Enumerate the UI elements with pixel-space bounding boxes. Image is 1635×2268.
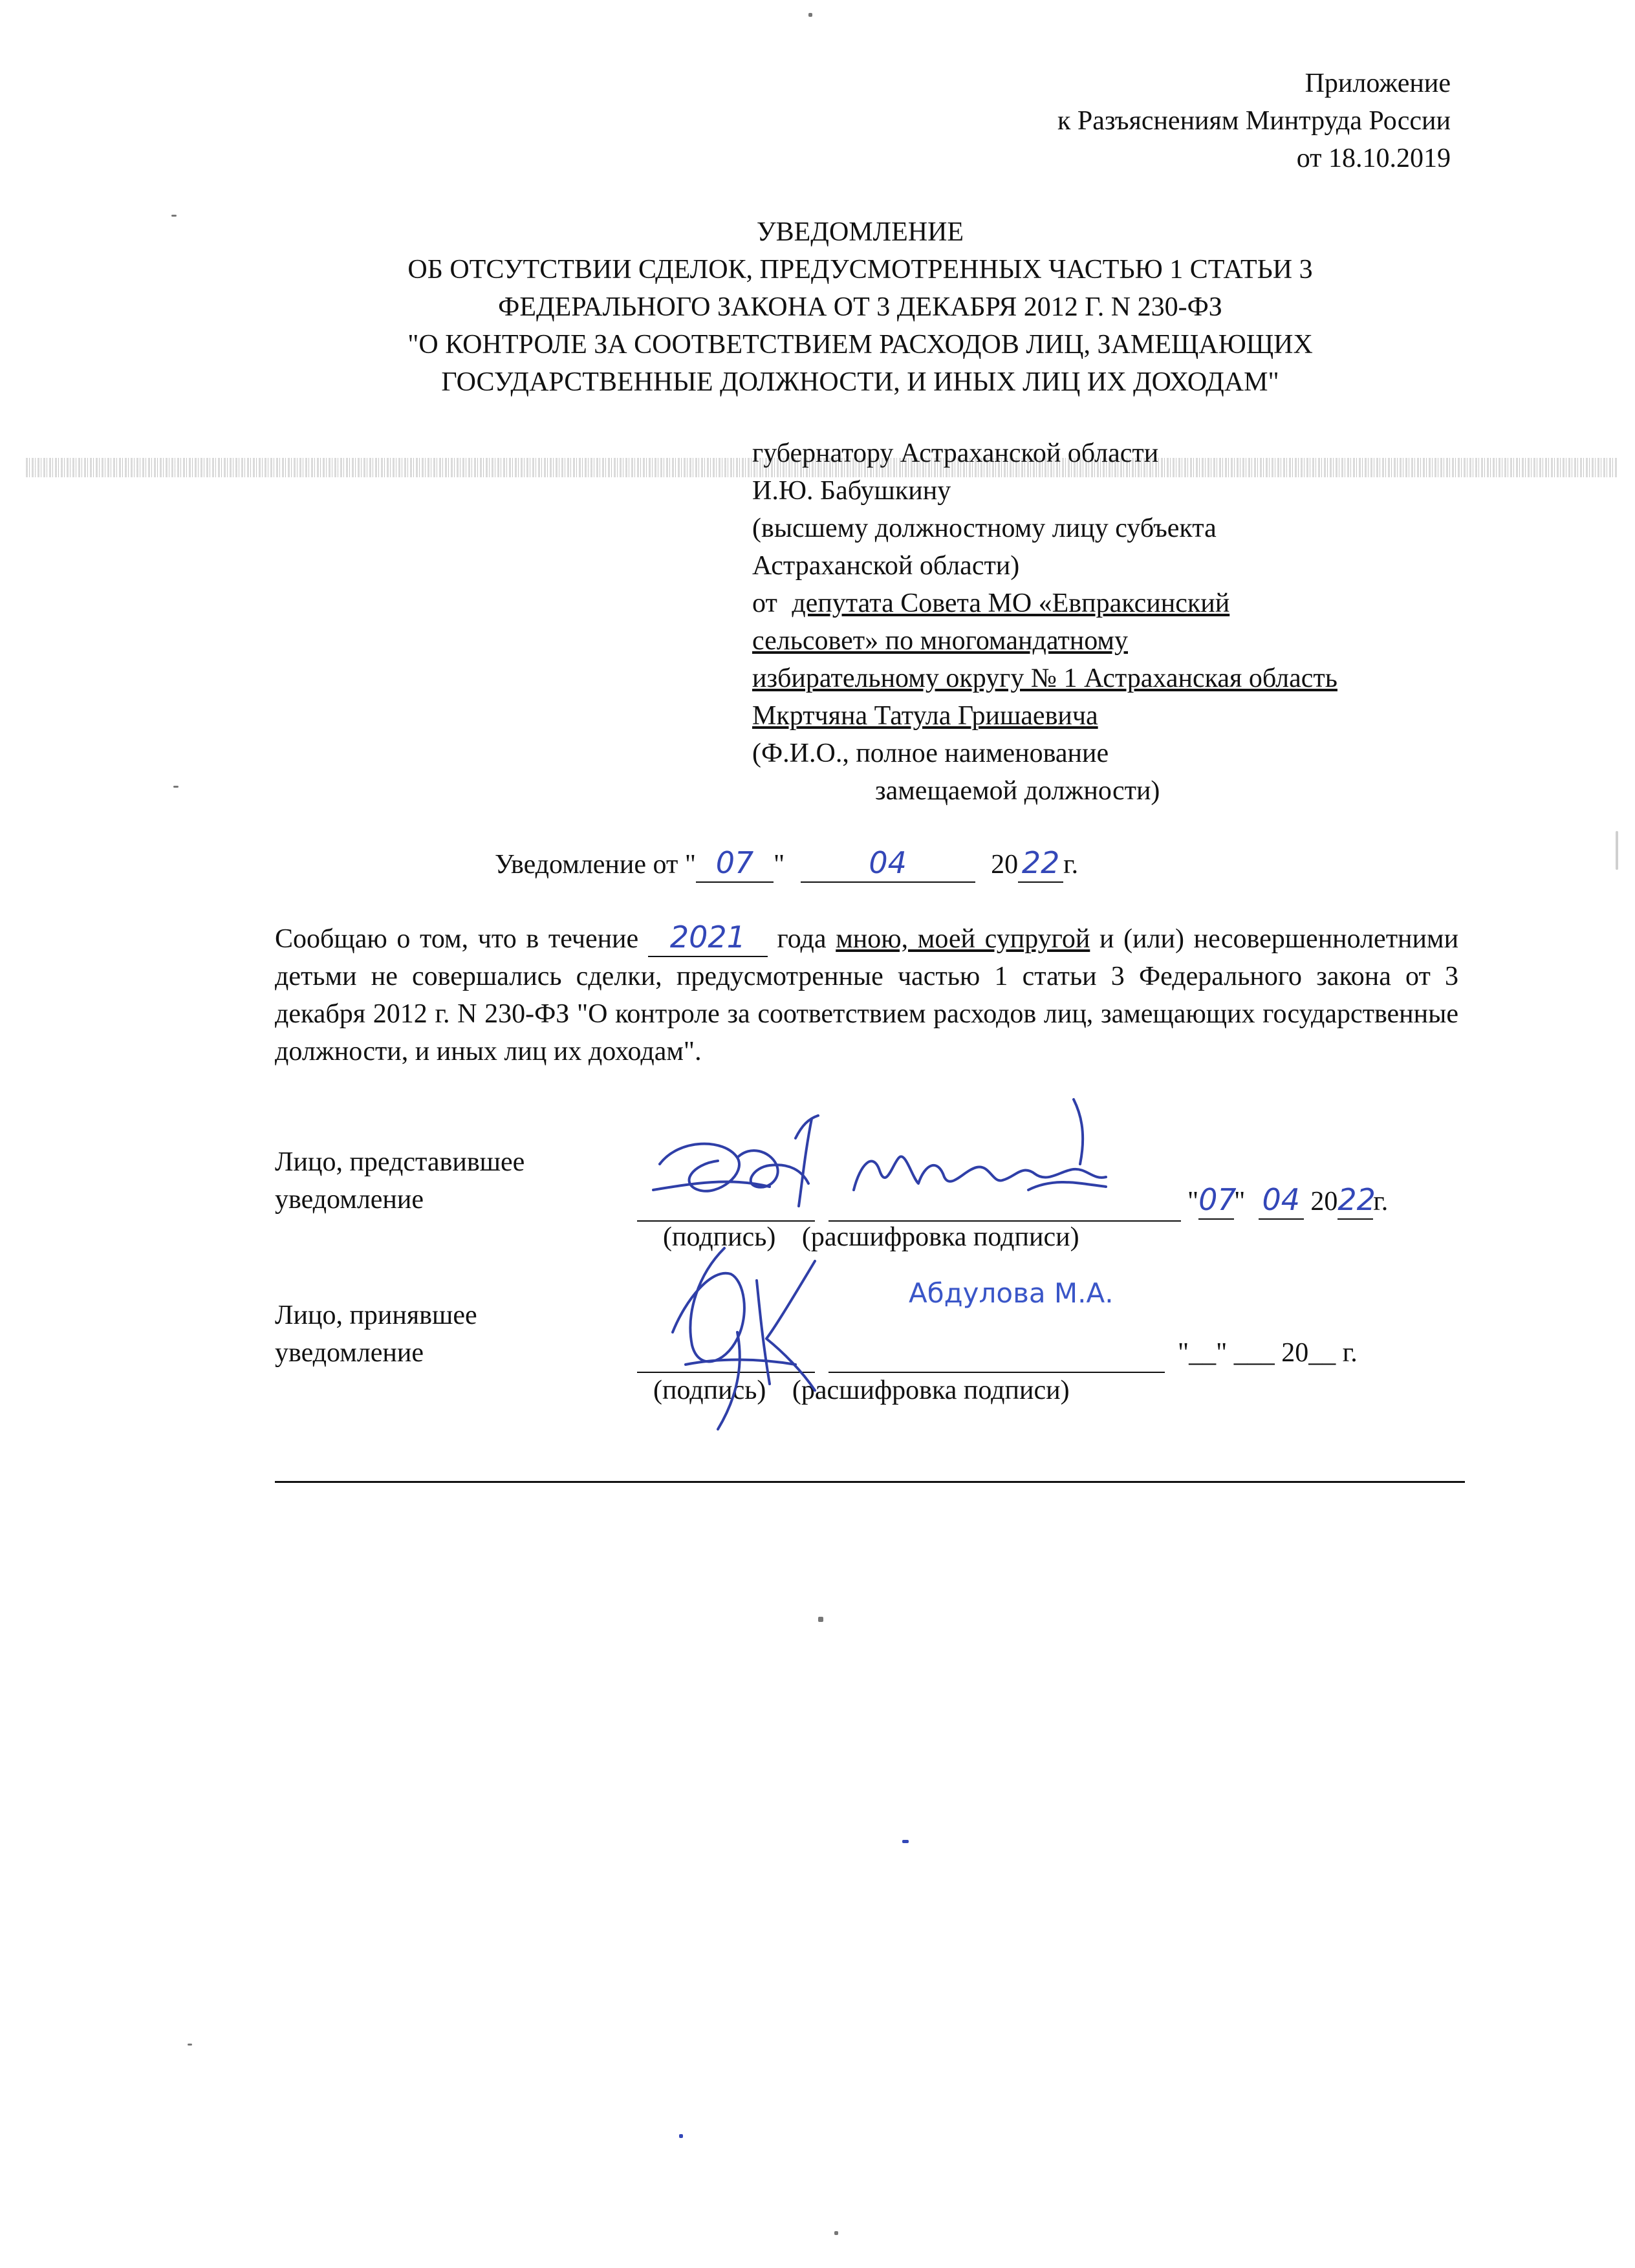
submitter-label-line-1: Лицо, представившее <box>275 1147 525 1177</box>
addressee-caption-1: (Ф.И.О., полное наименование <box>752 739 1109 768</box>
receiver-date-tail: "__" ___ 20__ г. <box>1178 1338 1358 1368</box>
receiver-caption-decode: (расшифровка подписи) <box>792 1376 1070 1405</box>
receiver-label-line-1: Лицо, принявшее <box>275 1301 477 1330</box>
sender-name: Мкртчяна Татула Гришаевича <box>752 701 1098 731</box>
body-part-1: Сообщаю о том, что в течение <box>275 924 639 954</box>
receiver-label <box>275 1297 477 1372</box>
scan-speck <box>1616 831 1618 870</box>
submitter-caption-decode: (расшифровка подписи) <box>801 1222 1079 1252</box>
addressee-line-2: И.Ю. Бабушкину <box>752 476 951 506</box>
date-end: г. <box>1063 850 1079 880</box>
scan-speck <box>188 2044 192 2046</box>
title-line-2: ОБ ОТСУТСТВИИ СДЕЛОК, ПРЕДУСМОТРЕННЫХ ЧАСТЬЮ 1 СТАТЬИ 3 <box>407 255 1313 285</box>
scan-speck <box>808 13 812 17</box>
date-year-prefix: 20 <box>991 850 1019 880</box>
sender-position-line-1: депутата Совета МО «Евпраксинский <box>792 589 1230 618</box>
body-part-3: и (или) несовершеннолетними детьми не совершались сделки, предусмотренные частью 1 статьи 3 Федерального закона от 3 декабря 2012 г. N 230-ФЗ "О контроле за соответствием расходов лиц, замещающих государственные должности, и иных лиц их доходам". <box>275 924 1459 1066</box>
addressee-line-3: (высшему должностному лицу субъекта <box>752 513 1217 543</box>
sender-position-line-3: избирательному округу № 1 Астраханская область <box>752 664 1337 693</box>
date-year-suffix: 22 <box>1018 844 1063 883</box>
submitter-label <box>275 1143 525 1218</box>
date-day: 07 <box>696 844 774 883</box>
notification-date-line <box>495 844 1078 883</box>
submitter-signature-row: "07" 04 2022г. <box>637 1181 1388 1222</box>
bottom-divider <box>275 1481 1465 1483</box>
submitter-caption-sign: (подпись) <box>663 1222 776 1252</box>
receiver-name-stamp: Абдулова М.А. <box>909 1277 1114 1309</box>
addressee-line-4: Астраханской области) <box>752 551 1020 581</box>
scan-speck <box>171 215 177 217</box>
sender-position-line-2: сельсовет» по многомандатному <box>752 626 1128 656</box>
date-mid: " <box>773 850 785 880</box>
receiver-caption-sign: (подпись) <box>653 1376 766 1405</box>
appendix-line-3: от 18.10.2019 <box>1296 144 1451 173</box>
submitter-year-prefix: 20 <box>1310 1187 1338 1216</box>
submitter-month: 04 <box>1259 1181 1304 1220</box>
document-title <box>278 213 1442 401</box>
appendix-line-1: Приложение <box>1305 69 1451 98</box>
receiver-label-line-2: уведомление <box>275 1338 424 1368</box>
submitter-label-line-2: уведомление <box>275 1185 424 1215</box>
addressee-block <box>752 435 1464 810</box>
date-prefix: Уведомление от " <box>495 850 696 880</box>
receiver-decode-blank <box>828 1334 1165 1373</box>
body-part-2: года <box>777 924 827 954</box>
addressee-line-1: губернатору Астраханской области <box>752 438 1159 468</box>
from-prefix: от <box>752 589 777 618</box>
scan-speck <box>902 1840 909 1843</box>
receiver-signature-icon <box>647 1235 860 1442</box>
body-underlined: мною, моей супругой <box>836 924 1090 954</box>
body-year: 2021 <box>648 918 768 957</box>
title-line-5: ГОСУДАРСТВЕННЫЕ ДОЛЖНОСТИ, И ИНЫХ ЛИЦ ИХ ДОХОДАМ" <box>441 367 1279 397</box>
title-line-4: "О КОНТРОЛЕ ЗА СООТВЕТСТВИЕМ РАСХОДОВ ЛИЦ, ЗАМЕЩАЮЩИХ <box>407 330 1313 360</box>
submitter-signature-icon <box>640 1093 1248 1248</box>
addressee-line-5 <box>752 585 1464 622</box>
date-month: 04 <box>801 844 975 883</box>
submitter-year-suffix: 22 <box>1337 1181 1373 1220</box>
title-line-1: УВЕДОМЛЕНИЕ <box>756 217 964 247</box>
scan-speck <box>818 1617 823 1622</box>
submitter-year-end: г. <box>1373 1187 1389 1216</box>
scan-speck <box>173 786 179 788</box>
notification-body <box>275 918 1458 1070</box>
appendix-line-2: к Разъяснениям Минтруда России <box>1057 106 1451 136</box>
title-line-3: ФЕДЕРАЛЬНОГО ЗАКОНА ОТ 3 ДЕКАБРЯ 2012 Г. N 230-ФЗ <box>498 292 1222 322</box>
addressee-caption-2: замещаемой должности) <box>875 776 1160 806</box>
scan-speck <box>834 2231 838 2235</box>
submitter-day: 07 <box>1198 1181 1234 1220</box>
scan-speck <box>679 2134 683 2138</box>
appendix-header <box>1057 65 1451 177</box>
